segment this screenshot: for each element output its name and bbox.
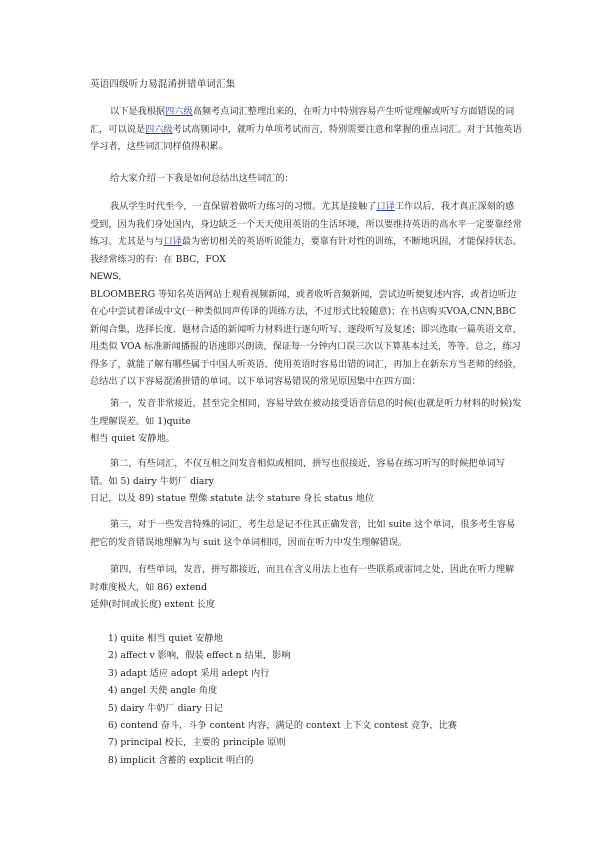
list-item: 1) quite 相当 quiet 安静地 (108, 633, 223, 644)
intro-paragraph (90, 103, 522, 156)
interpreting-link-1[interactable]: 口译 (376, 201, 395, 212)
document-title: 英语四级听力易混淆拼错单词汇集 (90, 79, 236, 90)
point-four-text: 第四，有些单词，发音，拼写都接近，而且在含义用法上也有一些联系或雷同之处，因此在听力理解时难度极大，如 86) extend (90, 564, 515, 593)
point-four (90, 561, 522, 614)
method-news-line: NEWS, (90, 271, 122, 282)
method-text-2: 工作以后，我才真正深刻的感受到，因为我们身处国内，身边缺乏一个天天使用英语的生活环境，所以要维持英语的高水平一定要靠经常练习。尤其是与与 (90, 201, 522, 247)
list-item: 6) contend 奋斗，斗争 content 内容，满足的 context 上下文 contest 竞争，比赛 (108, 720, 457, 732)
lead-paragraph: 给大家介绍一下我是如何总结出这些词汇的： (110, 173, 294, 184)
method-paragraph (90, 198, 522, 391)
point-four-example: 延伸(时间或长度) extent 长度 (90, 599, 216, 610)
method-text-3: 最为密切相关的英语听说能力，要靠有针对性的训练，不断地巩固，才能保持状态。我经常练习的有：在 BBC，FOX (90, 236, 522, 265)
cet-link-1[interactable]: 四六级 (165, 106, 193, 117)
cet-link-2[interactable]: 四六级 (145, 123, 173, 135)
point-one (90, 395, 522, 448)
list-item: 7) principal 校长，主要的 principle 原则 (108, 737, 286, 749)
list-item: 4) angel 天使 angle 角度 (108, 685, 218, 697)
interpreting-link-2[interactable]: 口译 (163, 236, 182, 247)
word-list (108, 630, 528, 769)
point-two-text: 第二，有些词汇，不仅互相之间发音相似或相同，拼写也很接近，容易在练习听写的时候把单词写错。如 5) dairy 牛奶厂 diary (90, 458, 506, 487)
point-two-example: 日记，以及 89) statue 塑像 statute 法令 stature 身长 status 地位 (90, 493, 375, 504)
list-item: 2) affect v 影响，假装 effect n 结果，影响 (108, 650, 291, 662)
intro-text-1: 以下是我根据 (110, 106, 166, 117)
point-three: 第三，对于一些发音特殊的词汇，考生总是记不住其正确发音，比如 suite 这个单词，很多考生容易把它的发音错误地理解为与 suit 这个单词相同，因而在听力中发生理解错误。 (90, 519, 516, 548)
list-item: 8) implicit 含蓄的 explicit 明白的 (108, 754, 254, 766)
list-item: 3) adapt 适应 adopt 采用 adept 内行 (108, 667, 270, 679)
point-one-text: 第一，发音非常接近，甚至完全相同，容易导致在被动接受语音信息的时候(也就是听力材料的时候)发生理解误差。如 1)quite (90, 398, 522, 427)
method-text-5: BLOOMBERG 等知名英语网站上观看视频新闻，或者收听音频新闻，尝试边听便复述内容，或者边听边在心中尝试着译成中文(一种类似同声传译的训练方法，不过形式比较随意)；在书店购买VOA,CNN,BBC新闻合集，选择长度、题材合适的新闻听力材料进行逐句听写、逐段听写及复述；即兴选取一篇英语文章，用类似 VOA 标准新闻播报的语速即兴朗读，保证每一分钟内口误三次以下算基本过关，等等。总之，练习得多了，就能了解有哪些属于中国人听英语、使用英语时容易出错的词汇，再加上在新东方当老师的经验，总结出了以下容易混淆拼错的单词。以下单词容易错误的常见原因集中在四方面： (90, 288, 522, 387)
method-text-1: 我从学生时代至今，一直保留着做听力练习的习惯。尤其是接触了 (110, 201, 377, 212)
intro-text-3: 考试高频词中，就听力单项考试而言，特别需要注意和掌握的重点词汇。对于其他英语学习者，这些词汇同样值得积累。 (90, 123, 522, 152)
point-one-example: 相当 quiet 安静地。 (90, 433, 175, 444)
intro-text-2: 高频考点词汇整理出来的，在听力中特别容易产生听觉理解或听写方面错误的词汇，可以说是 (90, 106, 515, 135)
point-two (90, 455, 522, 508)
list-item: 5) dairy 牛奶厂 diary 日记 (108, 702, 223, 714)
